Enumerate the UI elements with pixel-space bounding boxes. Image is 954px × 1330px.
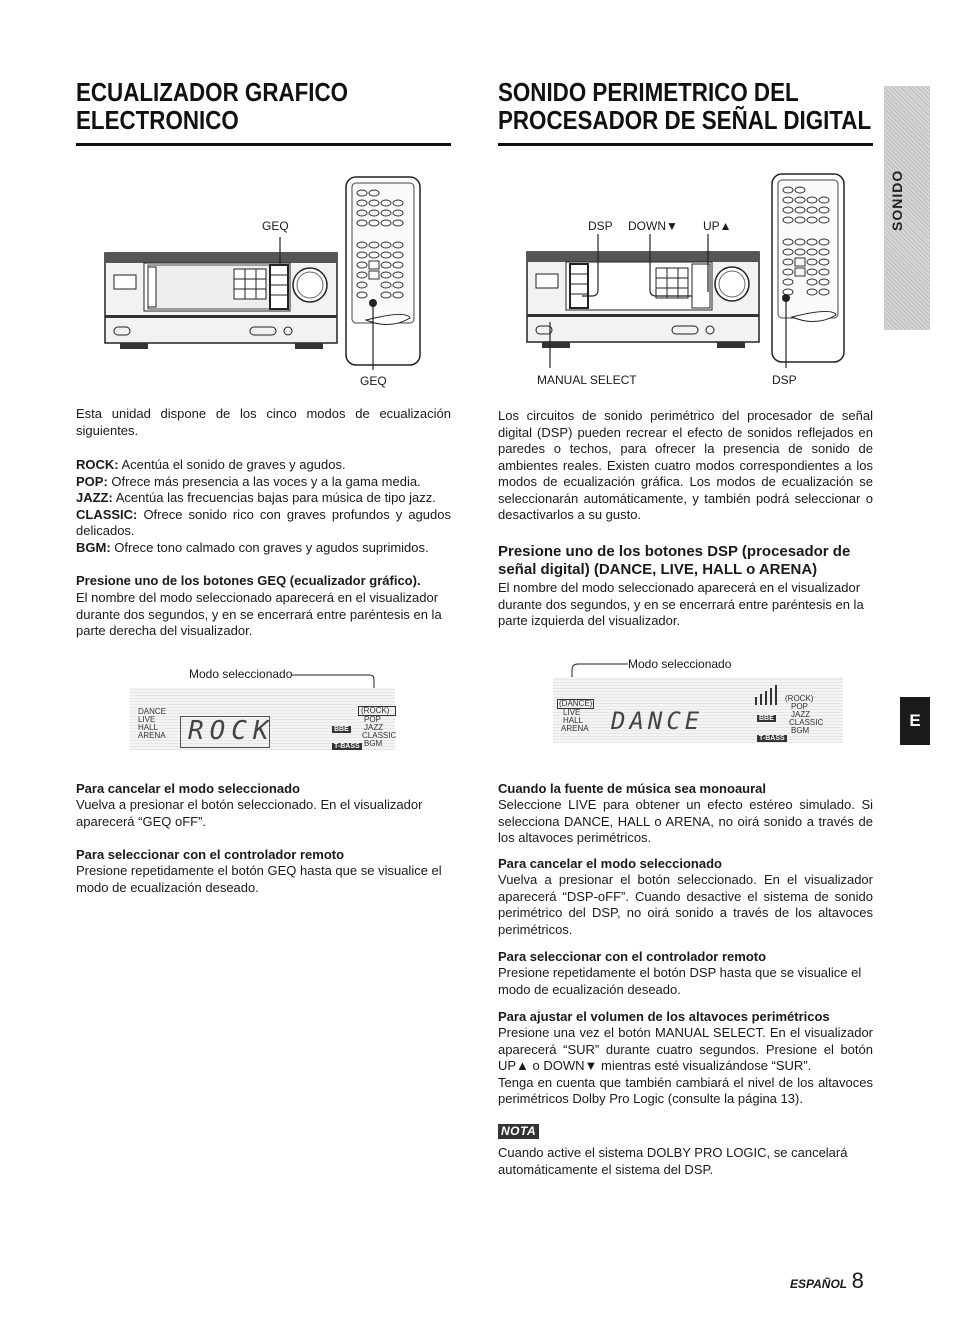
language-tab: E — [900, 697, 930, 745]
left-cancel-heading: Para cancelar el modo seleccionado — [76, 781, 300, 796]
mono-text: Seleccione LIVE para obtener un efecto estéreo simulado. Si selecciona DANCE, HALL o ARENA, no oirá sonido a través de los altavoces perimétricos. — [498, 797, 873, 845]
left-title — [76, 78, 348, 134]
segment-readout-dsp: DANCE — [611, 707, 704, 735]
left-intro: Esta unidad dispone de los cinco modos de ecualización siguientes. — [76, 406, 451, 438]
fig-label-geq-top: GEQ — [262, 219, 289, 233]
right-title — [498, 78, 871, 134]
footer-language: ESPAÑOL — [790, 1277, 848, 1291]
left-cancel-text: Vuelva a presionar el botón seleccionado. En el visualizador aparecerá “GEQ oFF”. — [76, 797, 423, 829]
right-title-rule — [498, 143, 873, 146]
right-title-line2: PROCESADOR DE SEÑAL DIGITAL — [498, 105, 872, 135]
display-caption-right: Modo seleccionado — [628, 657, 732, 671]
display-caption-left: Modo seleccionado — [189, 667, 293, 681]
volume-text — [498, 1025, 873, 1108]
right-remote-text: Presione repetidamente el botón DSP hasta que se visualice el modo de ecualización deseado. — [498, 965, 862, 997]
mode-list — [76, 457, 451, 556]
page-number: 8 — [851, 1268, 864, 1293]
page-footer — [790, 1268, 864, 1294]
bbe-indicator-dsp: BBE — [759, 715, 774, 722]
volume-heading: Para ajustar el volumen de los altavoces perimétricos — [498, 1009, 830, 1024]
volume-text-2: Tenga en cuenta que también cambiará el nivel de los altavoces perimétricos Dolby Pro Logic (consulte la página 13). — [498, 1074, 873, 1106]
tbass-indicator: T-BASS — [334, 743, 360, 750]
right-cancel-text: Vuelva a presionar el botón seleccionado. En el visualizador aparecerá “DSP-oFF”. Cuando desactive el sistema de sonido perimétrico del DSP, no oirá sonido a través de los altavoces perimétricos. — [498, 872, 873, 937]
right-remote-heading: Para seleccionar con el controlador remoto — [498, 949, 767, 964]
side-tab-label: SONIDO — [889, 169, 905, 231]
dsp-figure — [522, 172, 852, 372]
right-cancel-heading: Para cancelar el modo seleccionado — [498, 856, 722, 871]
dsp-step-heading: Presione uno de los botones DSP (procesador de señal digital) (DANCE, LIVE, HALL o ARENA) — [498, 543, 851, 578]
nota-text: Cuando active el sistema DOLBY PRO LOGIC, se cancelará automáticamente el sistema del DSP. — [498, 1145, 848, 1177]
geq-step-text: El nombre del modo seleccionado aparecerá en el visualizador durante dos segundos, y en se encerrará entre paréntesis en la parte derecha del visualizador. — [76, 590, 442, 638]
left-title-line2: ELECTRONICO — [76, 105, 239, 135]
receiver-remote-illustration-dsp — [522, 172, 852, 372]
display-left-modes: DANCE LIVE HALL ARENA — [138, 707, 167, 740]
volume-text-1: Presione una vez el botón MANUAL SELECT. En el visualizador aparecerá “SUR” durante cuatro segundos. Presione el botón UP▲ o DOWN▼ mientras esté visualizándose “SUR”. — [498, 1025, 873, 1073]
display-left-modes-dsp: (DANCE) LIVE HALL ARENA — [559, 699, 593, 733]
geq-step-heading: Presione uno de los botones GEQ (ecualizador gráfico). — [76, 573, 421, 588]
fig-label-dsp: DSP — [588, 219, 613, 233]
fig-label-up: UP▲ — [703, 219, 732, 233]
right-intro: Los circuitos de sonido perimétrico del procesador de señal digital (DSP) pueden recrear el efecto de sonidos reflejados en paredes o techos, para ofrecer la presencia de sonido de ambientes reales. Existen cuatro modos correspondientes a los modos de ecualización gráfica. Los modos de ecualización se seleccionarán automáticamente, y también podrá seleccionar o desactivarlos a su gusto. — [498, 408, 873, 522]
nota-badge: NOTA — [498, 1124, 539, 1139]
mode-item: CLASSIC: Ofrece sonido rico con graves profundos y agudos delicados. — [76, 506, 451, 538]
fig-label-down: DOWN▼ — [628, 219, 678, 233]
receiver-remote-illustration — [100, 175, 430, 390]
display-right-modes: (ROCK) POP JAZZ CLASSIC BGM — [358, 706, 396, 748]
mono-heading: Cuando la fuente de música sea monoaural — [498, 781, 767, 796]
left-title-line1: ECUALIZADOR GRAFICO — [76, 77, 349, 107]
left-title-rule — [76, 143, 451, 146]
segment-readout: ROCK — [188, 716, 275, 746]
tbass-indicator-dsp: T-BASS — [759, 735, 785, 742]
geq-figure — [100, 175, 430, 390]
level-meter-icon — [753, 685, 783, 705]
dsp-step-text: El nombre del modo seleccionado aparecerá en el visualizador durante dos segundos, y en se encerrará entre paréntesis en la parte izquierda del visualizador. — [498, 580, 864, 628]
mode-item: ROCK: Acentúa el sonido de graves y agudos. — [76, 457, 346, 472]
left-remote-heading: Para seleccionar con el controlador remoto — [76, 847, 345, 862]
fig-label-dsp-bottom: DSP — [772, 373, 797, 387]
left-remote-text: Presione repetidamente el botón GEQ hasta que se visualice el modo de ecualización deseado. — [76, 863, 442, 895]
display-right-modes-dsp: (ROCK) POP JAZZ CLASSIC BGM — [785, 694, 824, 735]
right-title-line1: SONIDO PERIMETRICO DEL — [498, 77, 799, 107]
fig-label-manual-select: MANUAL SELECT — [537, 373, 637, 387]
bbe-indicator: BBE — [334, 726, 349, 733]
mode-item: POP: Ofrece más presencia a las voces y a la gama media. — [76, 473, 421, 489]
section-side-tab — [884, 86, 930, 330]
mode-item: BGM: Ofrece tono calmado con graves y agudos suprimidos. — [76, 539, 429, 555]
fig-label-geq-bottom: GEQ — [360, 374, 387, 388]
mode-item: JAZZ: Acentúa las frecuencias bajas para música de tipo jazz. — [76, 490, 436, 505]
geq-display — [130, 688, 395, 750]
dsp-display — [553, 677, 843, 743]
